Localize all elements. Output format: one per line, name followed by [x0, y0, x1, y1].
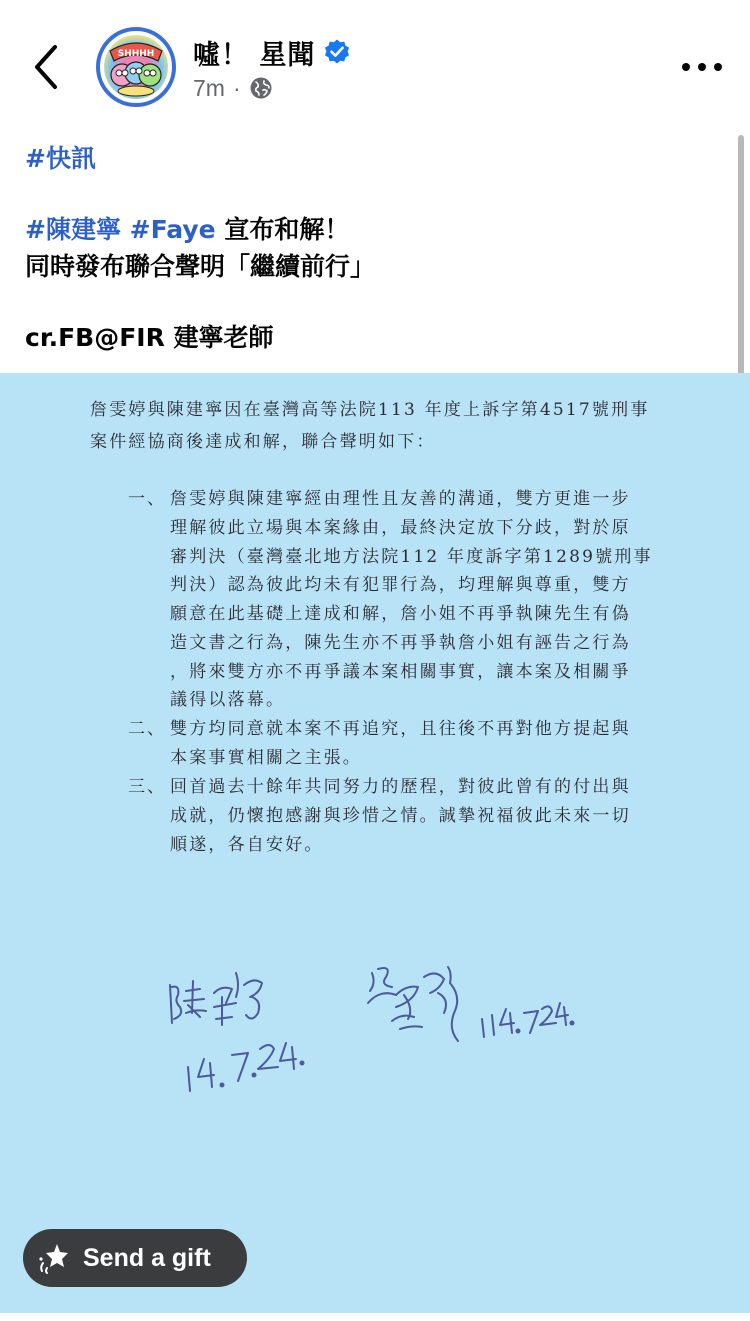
signature-left-name [170, 973, 262, 1025]
more-dot [698, 63, 706, 71]
clause-number: 二、 [128, 719, 166, 739]
clause-line: 判決）認為彼此均未有犯罪行為，均理解與尊重，雙方 [170, 575, 631, 595]
more-options-button[interactable] [682, 52, 722, 82]
send-gift-label: Send a gift [83, 1243, 211, 1272]
more-dot [682, 63, 690, 71]
clause-line: 理解彼此立場與本案緣由，最終決定放下分歧，對於原 [170, 518, 631, 538]
caption-credit: cr.FB@FIR 建寧老師 [25, 323, 274, 352]
signature-right-date [482, 1003, 574, 1037]
more-dot [714, 63, 722, 71]
post-photo[interactable] [0, 373, 750, 1313]
hashtag-link[interactable]: #陳建寧 [25, 215, 121, 244]
post-caption [25, 140, 725, 356]
avatar-logo-text: SHHHH [117, 49, 155, 59]
clause-line: 審判決（臺灣臺北地方法院112 年度訴字第1289號刑事 [170, 547, 653, 567]
clause-line: 回首過去十餘年共同努力的歷程，對彼此曾有的付出與 [170, 777, 631, 797]
signature-right-name [368, 967, 458, 1041]
clause-line: 雙方均同意就本案不再追究，且往後不再對他方提起與 [170, 719, 631, 739]
document-intro-line: 案件經協商後達成和解，聯合聲明如下： [90, 432, 436, 452]
clause-line: 造文書之行為，陳先生亦不再爭執詹小姐有誣告之行為 [170, 633, 631, 653]
caption-line-2 [25, 211, 725, 248]
caption-text: 宣布和解！ [224, 215, 350, 244]
caption-spacer [25, 177, 725, 211]
post-time[interactable]: 7m [193, 74, 225, 101]
verified-badge-icon [323, 38, 351, 66]
send-gift-button[interactable] [23, 1229, 247, 1287]
page-avatar[interactable] [96, 27, 176, 107]
caption-line-3: 同時發布聯合聲明「繼續前行」 [25, 252, 376, 281]
hashtag-link[interactable]: #快訊 [25, 144, 96, 173]
signatures [0, 373, 750, 1313]
clause-line: 順遂，各自安好。 [170, 835, 324, 855]
meta-separator: · [232, 74, 241, 101]
page-name[interactable]: 噓！ 星聞 [193, 39, 316, 71]
signature-left-date [188, 1043, 304, 1091]
clause-line: 願意在此基礎上達成和解，詹小姐不再爭執陳先生有偽 [170, 604, 631, 624]
clause-line: ，將來雙方亦不再爭議本案相關事實，讓本案及相關爭 [170, 662, 631, 682]
clause-number: 三、 [128, 777, 166, 797]
caption-spacer [25, 285, 725, 319]
clause-line: 議得以落幕。 [170, 690, 286, 710]
back-button[interactable] [22, 38, 70, 96]
clause-line: 本案事實相關之主張。 [170, 748, 362, 768]
post-meta [193, 74, 273, 102]
caption-line-1 [25, 140, 725, 177]
clause-line: 詹雯婷與陳建寧經由理性且友善的溝通，雙方更進一步 [170, 489, 631, 509]
globe-icon [249, 76, 273, 100]
post-header [0, 0, 750, 130]
bottom-divider [0, 1313, 750, 1321]
clause-line: 成就，仍懷抱感謝與珍惜之情。誠摯祝福彼此未來一切 [170, 806, 631, 826]
gift-sparkle-icon [37, 1241, 71, 1275]
clause-number: 一、 [128, 489, 166, 509]
avatar-art [100, 31, 172, 103]
page-name-row [193, 32, 351, 72]
document-intro-line: 詹雯婷與陳建寧因在臺灣高等法院113 年度上訴字第4517號刑事 [90, 400, 650, 420]
chevron-left-icon [31, 43, 61, 91]
hashtag-link[interactable]: #Faye [129, 215, 216, 244]
